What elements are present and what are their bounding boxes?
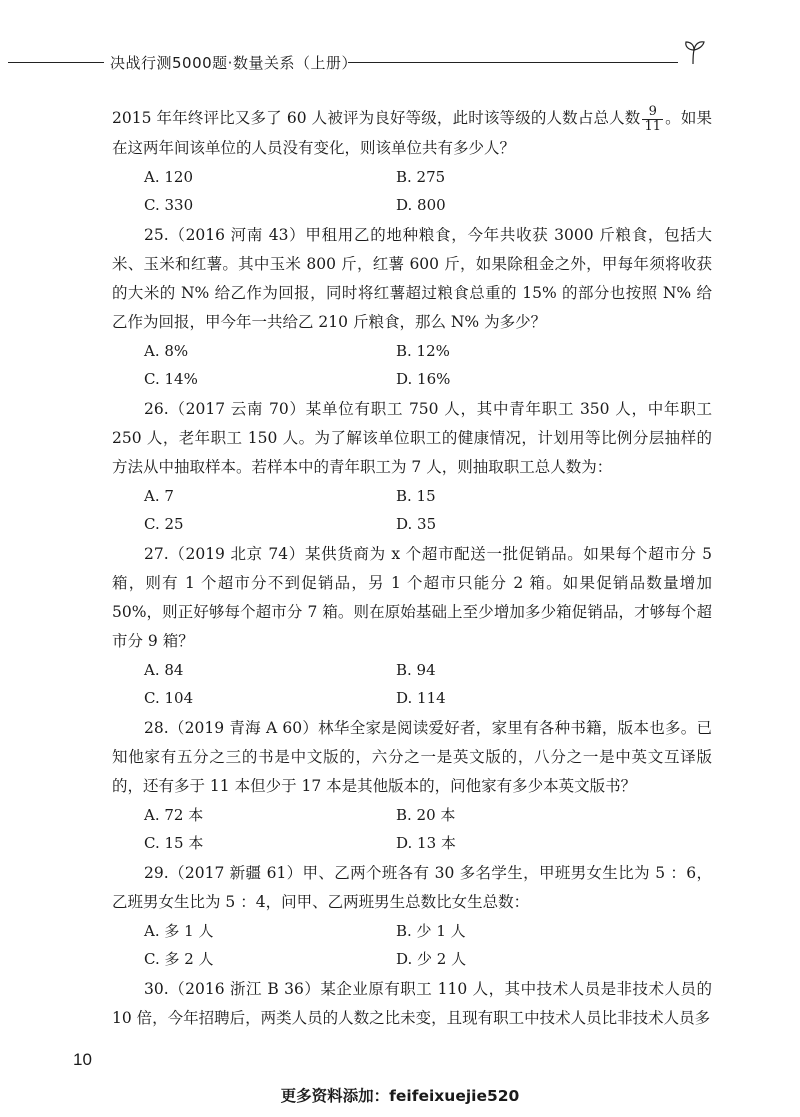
header-rule-right <box>348 62 678 63</box>
fraction: $\frac{9}{11}$ <box>644 103 662 134</box>
options-25 <box>112 337 712 395</box>
question-26: 26.（2017 云南 70）某单位有职工 750 人，其中青年职工 350 人，中年职工 250 人，老年职工 150 人。为了解该单位职工的健康情况，计划用等比例分层抽样的方法从中抽取样本。若样本中的青年职工为 7 人，则抽取职工总人数为： <box>112 399 712 476</box>
question-29: 29.（2017 新疆 61）甲、乙两个班各有 30 多名学生，甲班男女生比为 5 ：6，乙班男女生比为 5 ：4，问甲、乙两班男生总数比女生总数： <box>112 863 712 911</box>
option-c: C. 330 <box>144 195 194 214</box>
options-28 <box>112 801 712 859</box>
question-27: 27.（2019 北京 74）某供货商为 x 个超市配送一批促销品。如果每个超市分 5 箱，则有 1 个超市分不到促销品，另 1 个超市只能分 2 箱。如果促销品数量增加 50%，则正好够每个超市分 7 箱。则在原始基础上至少增加多少箱促销品，才够每个超市分 9 箱？ <box>112 544 712 650</box>
option-c: C. 15 本 <box>144 833 204 852</box>
option-c: C. 多 2 人 <box>144 949 214 968</box>
question-25: 25.（2016 河南 43）甲租用乙的地种粮食，今年共收获 3000 斤粮食，包括大米、玉米和红薯。其中玉米 800 斤，红薯 600 斤，如果除租金之外，甲每年须将收获的大米的 N% 给乙作为回报，同时将红薯超过粮食总重的 15% 的部分也按照 N% 给乙作为回报，甲今年一共给乙 210 斤粮食，那么 N% 为多少？ <box>112 225 712 331</box>
option-a: A. 84 <box>144 660 184 679</box>
intro-paragraph: 2015 年年终评比又多了 60 人被评为良好等级，此时该等级的人数占总人数 $\frac{9}{11}$ 。如果在这两年间该单位的人员没有变化，则该单位共有多少人？ <box>112 103 712 157</box>
options-27 <box>112 656 712 714</box>
option-a: A. 7 <box>144 486 174 505</box>
question-30: 30.（2016 浙江 B 36）某企业原有职工 110 人，其中技术人员是非技术人员的 10 倍，今年招聘后，两类人员的人数之比未变，且现有职工中技术人员比非技术人员多 <box>112 979 712 1027</box>
option-d: D. 114 <box>396 688 446 707</box>
question-28: 28.（2019 青海 A 60）林华全家是阅读爱好者，家里有各种书籍，版本也多。已知他家有五分之三的书是中文版的，六分之一是英文版的，八分之一是中英文互译版的，还有多于 11 本但少于 17 本是其他版本的，问他家有多少本英文版书？ <box>112 718 712 795</box>
option-a: A. 8% <box>144 341 189 360</box>
options-intro <box>112 163 712 221</box>
option-b: B. 15 <box>396 486 436 505</box>
page-number: 10 <box>73 1050 92 1069</box>
option-b: B. 12% <box>396 341 450 360</box>
options-26 <box>112 482 712 540</box>
option-a: A. 多 1 人 <box>144 921 214 940</box>
option-a: A. 120 <box>144 167 193 186</box>
option-c: C. 25 <box>144 514 184 533</box>
options-29 <box>112 917 712 975</box>
sprout-icon <box>680 38 710 68</box>
option-c: C. 14% <box>144 369 198 388</box>
option-d: D. 800 <box>396 195 446 214</box>
option-a: A. 72 本 <box>144 805 204 824</box>
option-b: B. 20 本 <box>396 805 456 824</box>
footer-note: 更多资料添加：feifeixuejie520 <box>280 1087 520 1105</box>
running-header <box>0 50 800 74</box>
option-d: D. 35 <box>396 514 437 533</box>
option-b: B. 94 <box>396 660 436 679</box>
option-d: D. 13 本 <box>396 833 456 852</box>
page-body <box>112 104 712 1033</box>
option-b: B. 275 <box>396 167 446 186</box>
option-d: D. 16% <box>396 369 451 388</box>
option-c: C. 104 <box>144 688 194 707</box>
option-d: D. 少 2 人 <box>396 949 467 968</box>
option-b: B. 少 1 人 <box>396 921 466 940</box>
header-title: 决战行测5000题·数量关系（上册） <box>110 54 357 72</box>
header-rule-left <box>8 62 104 63</box>
